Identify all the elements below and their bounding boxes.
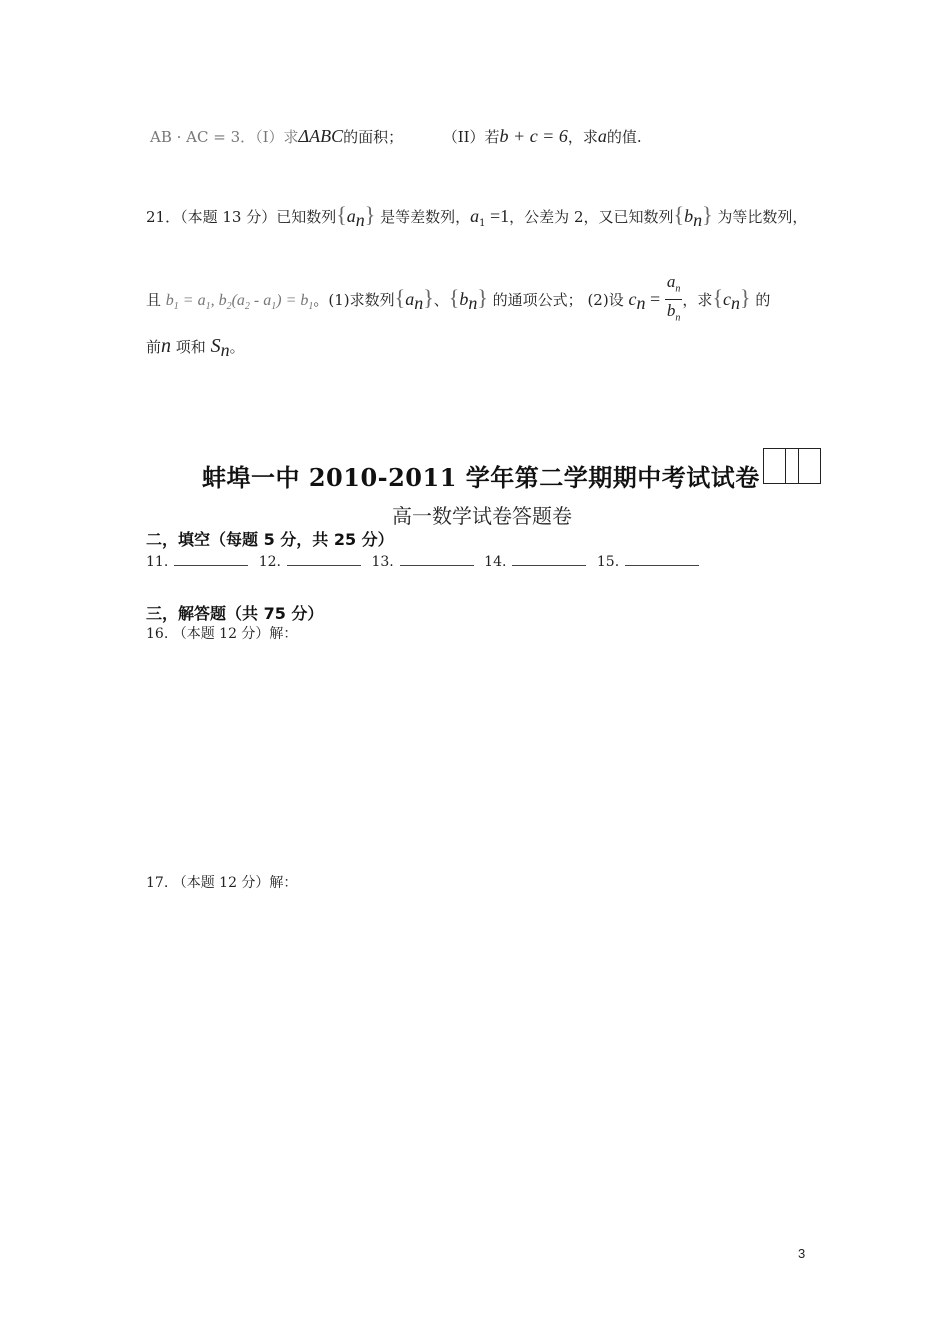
an-symbol-2: a (405, 288, 415, 309)
a1-sub: 1 (479, 218, 486, 229)
bn-symbol-2: b (459, 288, 469, 309)
a1-symbol: a (470, 206, 480, 226)
blank-label-12: 12. (258, 554, 281, 570)
q21-line3-end: 。 (229, 338, 245, 356)
blank-label-13: 13. (371, 554, 394, 570)
cn-symbol-2: c (723, 288, 731, 309)
q21-line3: 前n 项和 $S_n$。 (146, 335, 245, 360)
answer-blank-12[interactable] (287, 551, 361, 566)
answer-blank-14[interactable] (512, 551, 586, 566)
sn-symbol: S (210, 335, 221, 357)
q21-line2: 且 $b_1 = a_1$, $b_2(a_2 - a_1) = b_1$。(1)求数列$\{a_n\}$、$\{b_n\}$ 的通项公式； (2)设 $c_n$ = $\frac{a_n}{b_n}$ ，求$\{c_n\}$ 的 (146, 272, 770, 330)
answer-blank-13[interactable] (400, 551, 474, 566)
subtitle: 高一数学试卷答题卷 (392, 504, 572, 528)
blanks-row (146, 551, 705, 572)
separator: 、 (433, 290, 449, 309)
triangle-abc: ΔABC (298, 126, 344, 146)
part-ii-text: （II）若 (442, 128, 500, 146)
q21-mid7: 的 (755, 290, 771, 309)
page-number: 3 (798, 1246, 806, 1261)
blank-label-15: 15. (596, 554, 620, 570)
answer-blank-11[interactable] (174, 551, 248, 566)
var-a: a (597, 126, 607, 146)
blank-label-11: 11. (146, 554, 169, 570)
condition-expression: $b_1 = a_1$, $b_2(a_2 - a_1) = b_1$ (165, 291, 314, 313)
a1-value: =1 (485, 206, 510, 226)
condition-bc: b + c = 6 (499, 126, 568, 146)
page-title: 蚌埠一中 2010-2011 学年第二学期期中考试试卷 (202, 463, 760, 492)
q21-mid6: ，求 (682, 290, 713, 309)
q21-line2-lead: 且 (146, 290, 162, 309)
n-symbol: n (161, 335, 172, 357)
top-line (150, 126, 642, 147)
bn-sub: n (693, 210, 703, 230)
find-text: ，求 (567, 128, 598, 146)
cn-fraction: $\frac{a_n}{b_n}$ (666, 272, 681, 324)
an-sub: n (355, 210, 365, 230)
q21-mid1: 是等差数列， (380, 208, 471, 226)
q21-line3-mid: 项和 (175, 338, 206, 356)
area-text: 的面积； (343, 128, 404, 146)
section-fill-in: 二，填空（每题 5 分，共 25 分） (146, 530, 394, 549)
score-box-2 (785, 448, 821, 484)
an-symbol: a (346, 206, 356, 226)
bn-symbol: b (684, 206, 694, 226)
q21-mid3: 为等比数列， (717, 208, 808, 226)
vector-dot-text: AB · AC = 3．（I）求 (150, 128, 299, 146)
question-16: 16. （本题 12 分）解： (146, 626, 298, 642)
equals: = (645, 288, 661, 309)
question-17: 17. （本题 12 分）解： (146, 875, 298, 891)
q21-mid4: 。(1)求数列 (313, 290, 395, 309)
q21-mid5: 的通项公式； (2)设 (492, 290, 624, 309)
blank-label-14: 14. (484, 554, 507, 570)
q21-lead: 21．（本题 13 分）已知数列 (146, 208, 337, 226)
section-solutions: 三，解答题（共 75 分） (146, 604, 324, 623)
q21-mid2: ，公差为 2，又已知数列 (509, 208, 674, 226)
value-text: 的值. (606, 128, 642, 146)
answer-blank-15[interactable] (625, 551, 699, 566)
q21-line1: 21．（本题 13 分）已知数列$\{a_n\}$ 是等差数列，$a_1 =1$，公差为 2，又已知数列$\{b_n\}$ 为等比数列， (146, 202, 808, 230)
q21-line3-lead: 前 (146, 338, 162, 356)
cn-symbol: c (628, 288, 637, 309)
